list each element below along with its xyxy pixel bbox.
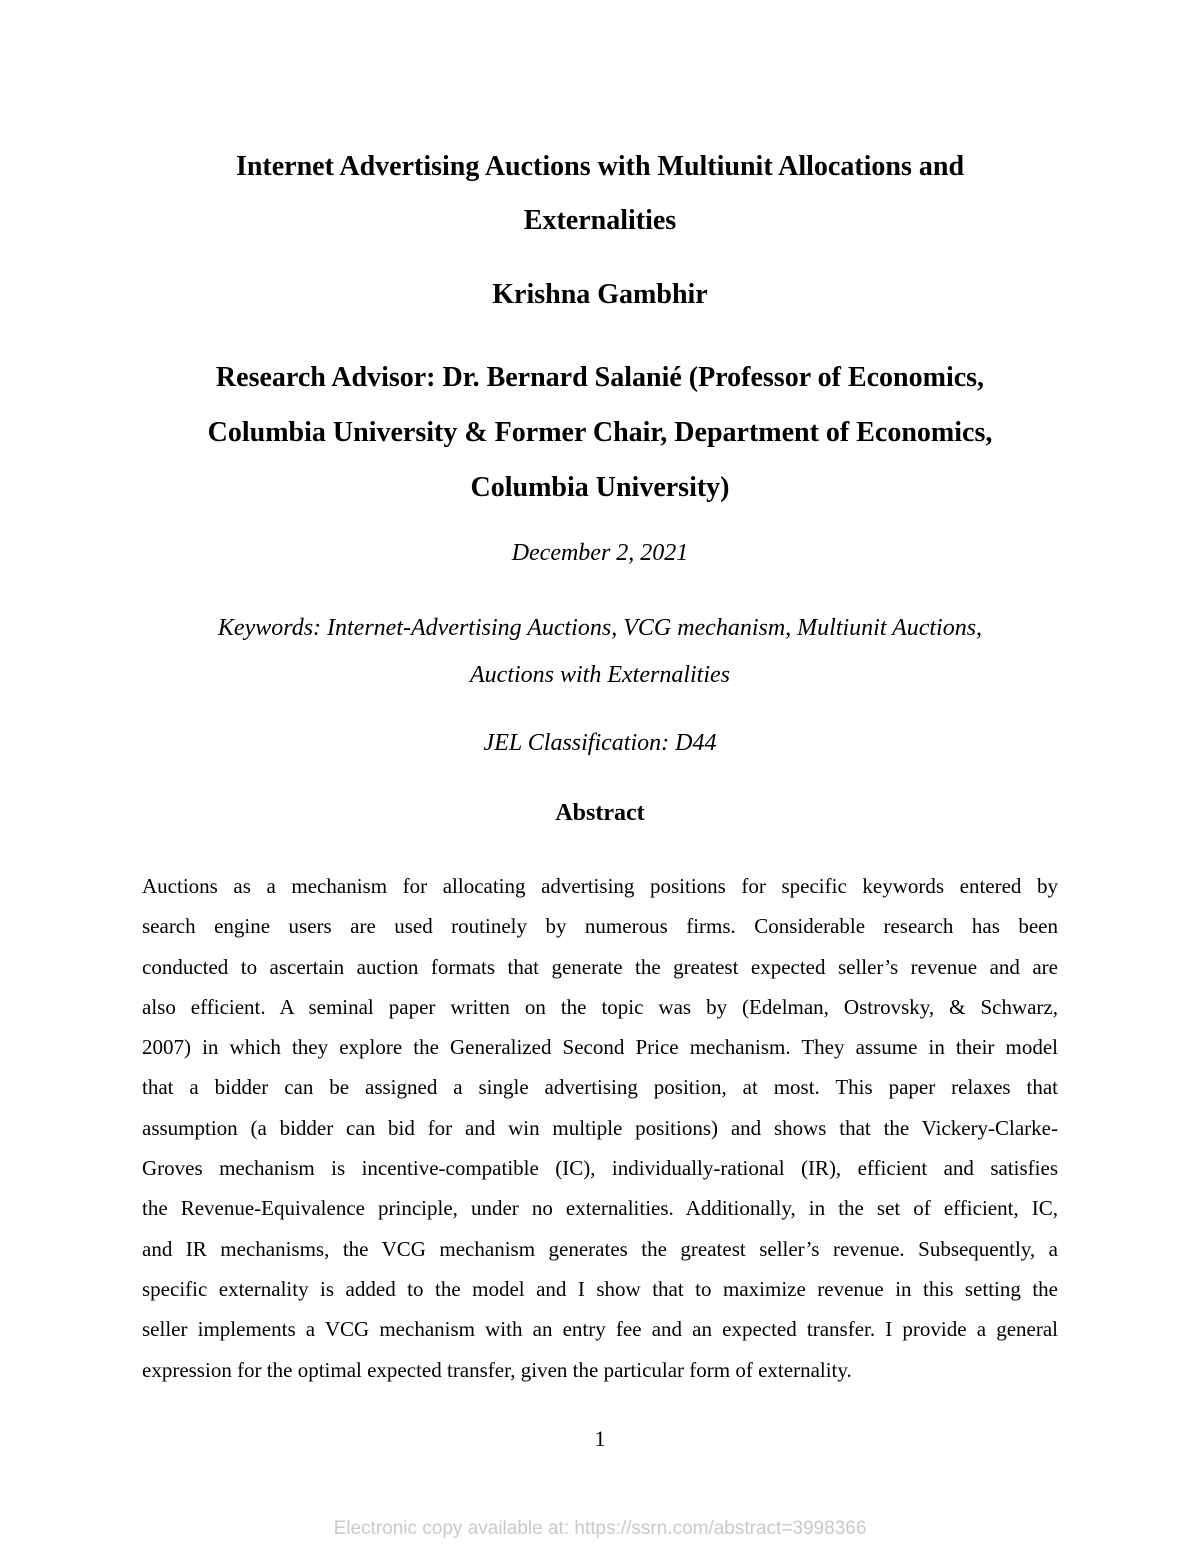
research-advisor	[0, 350, 1200, 515]
author-name: Krishna Gambhir	[492, 279, 708, 310]
title-line-1: Internet Advertising Auctions with Multiunit Allocations and	[235, 151, 965, 182]
advisor-line-3: Columbia University)	[470, 472, 730, 503]
abstract-heading: Abstract	[555, 800, 645, 826]
abstract-line: also efficient. A seminal paper written on the topic was by (Edelman, Ostrovsky, & Schwarz,	[142, 994, 1058, 1019]
advisor-line-2: Columbia University & Former Chair, Department of Economics,	[207, 417, 993, 448]
abstract-line: the Revenue-Equivalence principle, under no externalities. Additionally, in the set of efficient, IC,	[142, 1196, 1058, 1221]
abstract-body	[142, 866, 1058, 1390]
title-line-2: Externalities	[523, 205, 677, 236]
abstract-line: conducted to ascertain auction formats that generate the greatest expected seller’s revenue and are	[142, 954, 1058, 979]
ssrn-footer-link[interactable]: Electronic copy available at: https://ssrn.com/abstract=3998366	[333, 1518, 867, 1539]
abstract-line: assumption (a bidder can bid for and win multiple positions) and shows that the Vickery-Clarke-	[142, 1115, 1058, 1140]
abstract-line: Auctions as a mechanism for allocating advertising positions for specific keywords entered by	[142, 874, 1058, 898]
paper-title	[0, 140, 1200, 248]
abstract-line: and IR mechanisms, the VCG mechanism generates the greatest seller’s revenue. Subsequently, a	[142, 1236, 1058, 1261]
paper-date: December 2, 2021	[511, 540, 689, 566]
advisor-line-1: Research Advisor: Dr. Bernard Salanié (Professor of Economics,	[215, 362, 985, 393]
abstract-line: 2007) in which they explore the Generalized Second Price mechanism. They assume in their model	[142, 1035, 1058, 1060]
keywords	[0, 605, 1200, 699]
abstract-line: search engine users are used routinely by numerous firms. Considerable research has been	[142, 914, 1058, 939]
keywords-line-2: Auctions with Externalities	[470, 662, 730, 688]
page-number: 1	[594, 1426, 606, 1451]
abstract-line: Groves mechanism is incentive-compatible (IC), individually-rational (IR), efficient and satisfies	[142, 1156, 1058, 1181]
jel-classification: JEL Classification: D44	[483, 730, 717, 756]
abstract-line: specific externality is added to the model and I show that to maximize revenue in this setting the	[142, 1276, 1058, 1301]
abstract-line: seller implements a VCG mechanism with an entry fee and an expected transfer. I provide a general	[142, 1317, 1058, 1342]
abstract-line: expression for the optimal expected transfer, given the particular form of externality.	[142, 1357, 852, 1382]
keywords-line-1: Keywords: Internet-Advertising Auctions, VCG mechanism, Multiunit Auctions,	[217, 615, 983, 641]
abstract-line: that a bidder can be assigned a single advertising position, at most. This paper relaxes that	[142, 1075, 1058, 1100]
